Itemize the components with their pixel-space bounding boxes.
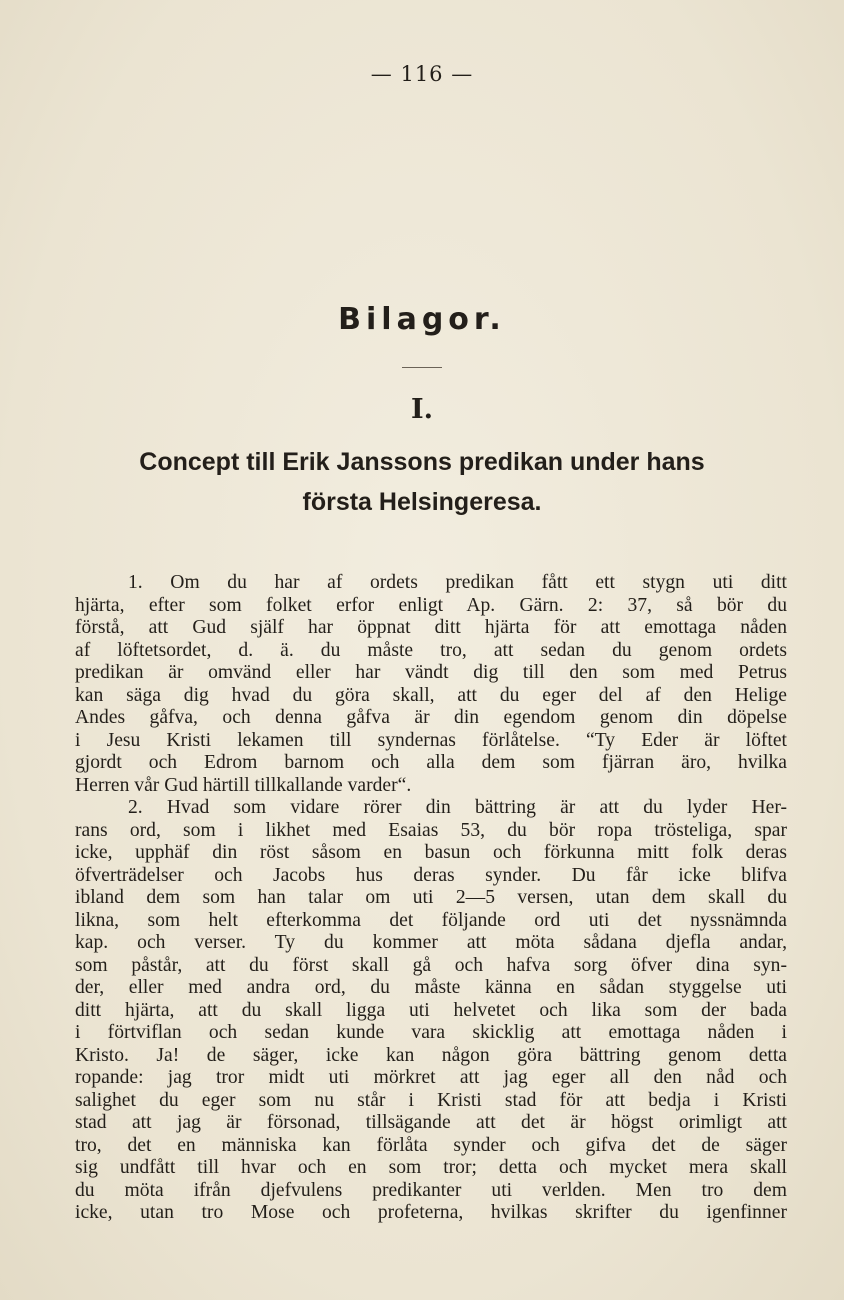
page-number: — 116 — xyxy=(370,62,474,86)
text-line: 1. Om du har af ordets predikan fått ett stygn uti ditt xyxy=(128,572,787,593)
text-line: Andes gåfva, och denna gåfva är din egendom genom din döpelse xyxy=(75,707,787,728)
text-line: icke, utan tro Mose och profeterna, hvilkas skrifter du igenfinner xyxy=(75,1202,787,1223)
text-line: i förtviflan och sedan kunde vara skicklig att emottaga nåden i xyxy=(75,1022,787,1043)
text-line: predikan är omvänd eller har vändt dig till den som med Petrus xyxy=(75,662,787,683)
text-line: 2. Hvad som vidare rörer din bättring är att du lyder Her- xyxy=(128,797,787,818)
text-line: af löftetsordet, d. ä. du måste tro, att sedan du genom ordets xyxy=(75,639,787,661)
text-line: stad att jag är försonad, tillsägande att det är högst orimligt att xyxy=(75,1112,787,1133)
text-line: gjordt och Edrom barnom och alla dem som fjärran äro, hvilka xyxy=(75,752,787,773)
heading-line-2: första Helsingeresa. xyxy=(302,488,542,516)
section-title: Bilagor. xyxy=(338,302,506,337)
text-line: tro, det en människa kan förlåta synder och gifva det de säger xyxy=(75,1134,787,1156)
text-line: hjärta, efter som folket erfor enligt Ap. Gärn. 2: 37, så bör du xyxy=(75,594,787,616)
chapter-heading xyxy=(0,442,844,522)
text-line: som påstår, att du först skall gå och hafva sorg öfver dina syn- xyxy=(75,954,787,976)
divider xyxy=(402,367,442,368)
text-line: salighet du eger som nu står i Kristi stad för att bedja i Kristi xyxy=(75,1089,787,1111)
chapter-numeral: I. xyxy=(410,394,434,425)
text-line: ropande: jag tror midt uti mörkret att jag eger all den nåd och xyxy=(75,1067,787,1088)
body-text xyxy=(75,572,787,1225)
text-line: kap. och verser. Ty du kommer att möta sådana djefla andar, xyxy=(75,932,787,953)
text-line: du möta ifrån djefvulens predikanter uti verlden. Men tro dem xyxy=(75,1179,787,1201)
text-line: ibland dem som han talar om uti 2—5 versen, utan dem skall du xyxy=(75,887,787,908)
text-line: ditt hjärta, att du skall ligga uti helvetet och lika som der bada xyxy=(75,999,787,1021)
text-line: i Jesu Kristi lekamen till syndernas förlåtelse. “Ty Eder är löftet xyxy=(75,729,787,751)
text-line: kan säga dig hvad du göra skall, att du eger del af den Helige xyxy=(75,684,787,706)
text-line: icke, upphäf din röst såsom en basun och förkunna mitt folk deras xyxy=(75,842,787,863)
text-line: Herren vår Gud härtill tillkallande varder“. xyxy=(75,774,412,796)
text-line: rans ord, som i likhet med Esaias 53, du bör ropa trösteliga, spar xyxy=(75,819,787,841)
text-line: förstå, att Gud själf har öppnat ditt hjärta för att emottaga nåden xyxy=(75,617,787,638)
text-line: likna, som helt efterkomma det följande ord uti det nyssnämnda xyxy=(75,909,787,931)
text-line: öfverträdelser och Jacobs hus deras synder. Du får icke blifva xyxy=(75,864,787,886)
text-line: der, eller med andra ord, du måste känna en sådan styggelse uti xyxy=(75,977,787,998)
text-line: Kristo. Ja! de säger, icke kan någon göra bättring genom detta xyxy=(75,1044,787,1066)
heading-line-1: Concept till Erik Janssons predikan under hans xyxy=(139,448,705,476)
text-line: sig undfått till hvar och en som tror; detta och mycket mera skall xyxy=(75,1157,787,1178)
